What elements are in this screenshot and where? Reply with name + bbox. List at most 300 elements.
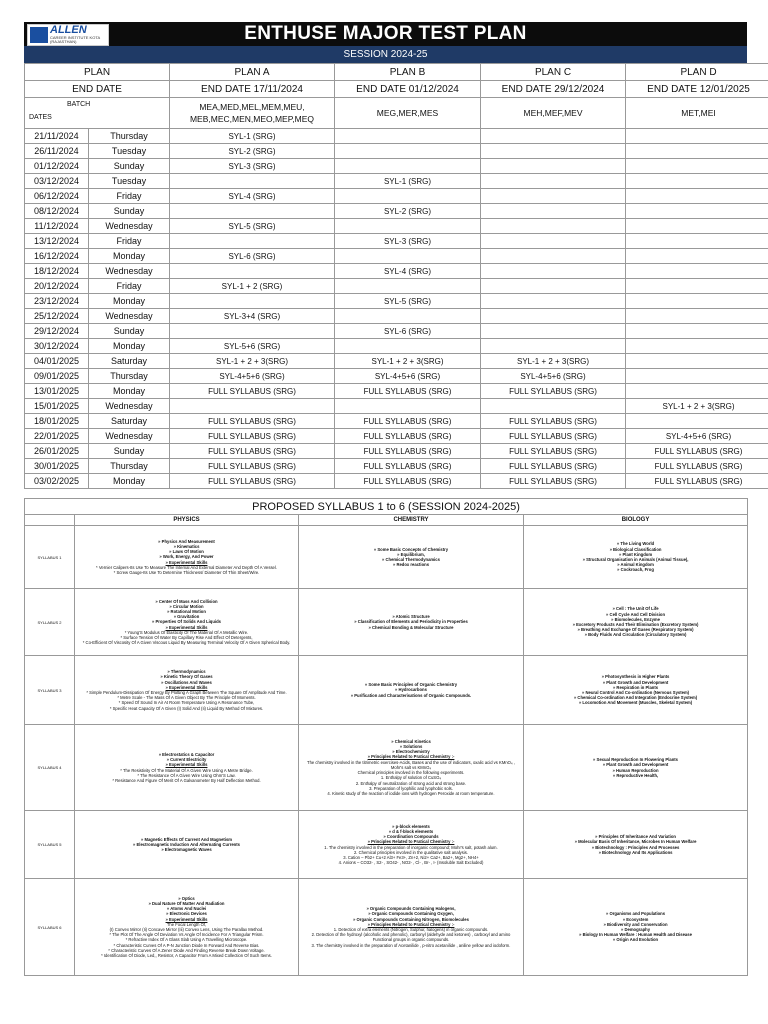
plan-d-cell — [626, 309, 768, 324]
syllabus-row-label: SYLLABUS 4 — [25, 725, 75, 811]
plan-c-cell — [481, 174, 626, 189]
biology-topic-line: » Neural Control And Co-ordination (Nervous System) — [581, 690, 690, 695]
biology-topic-line: » Breathing And Exchange Of Gases (Respiratory System) — [577, 627, 694, 633]
date-cell: 30/12/2024 — [25, 339, 89, 354]
physics-topic-line: * Young'S Modulus Of Elasticity Of The Material Of A Metallic Wire. — [124, 629, 249, 635]
plan-c-cell — [481, 294, 626, 309]
day-cell: Sunday — [89, 324, 170, 339]
plan-a-cell: SYL-3 (SRG) — [170, 159, 335, 174]
chemistry-topic-line: 2. Chemical principles involved in the qualitative salt analysis. — [353, 849, 469, 855]
batch-label: BATCH — [67, 101, 91, 108]
physics-topic-line: * Surface Tension Of Water By Capillary Rise And Effect Of Detergents, — [120, 635, 253, 640]
biology-topics-cell — [524, 879, 748, 976]
schedule-row — [25, 174, 768, 189]
physics-topic-line: * Resistance And Figure Of Merit Of A Galvanometer By Half Deflection Method. — [112, 777, 261, 783]
plan-a-cell: FULL SYLLABUS (SRG) — [170, 414, 335, 429]
schedule-row — [25, 294, 768, 309]
chemistry-topic-line: 1. The chemistry involved in the preparation of inorganic compound; Mohr's salt, potash alum. — [324, 844, 498, 850]
plan-a-cell — [170, 264, 335, 279]
day-cell: Wednesday — [89, 399, 170, 414]
chemistry-topic-line: » Principles Related to Pratical Chemistry :- — [367, 754, 455, 760]
plan-b-cell: SYL-2 (SRG) — [335, 204, 481, 219]
plan-b-batches: MEG,MER,MES — [335, 98, 481, 129]
plan-c-cell — [481, 339, 626, 354]
date-cell: 22/01/2025 — [25, 429, 89, 444]
page-title: ENTHUSE MAJOR TEST PLAN — [244, 23, 527, 44]
plan-a-cell — [170, 324, 335, 339]
chemistry-topic-line: 3. Preparation of lyophilic and lyophobic sols. — [369, 785, 453, 791]
schedule-row — [25, 309, 768, 324]
physics-topic-line: » Experimental Skills — [165, 559, 208, 565]
biology-topic-line: » Structural Organisation in Animals (Animal Tissue), — [582, 557, 689, 562]
plan-c-cell: FULL SYLLABUS (SRG) — [481, 384, 626, 399]
schedule-row — [25, 384, 768, 399]
chemistry-topics-cell — [299, 589, 524, 656]
plan-d-cell — [626, 174, 768, 189]
chemistry-topic-line: » Hydrocarbons — [395, 687, 427, 693]
chemistry-topic-line: 4. Anions – CO32- , S2- , SO42- , NO2- , Cl- , Br- , I- (Insoluble Salt Excluded) — [338, 860, 484, 866]
plan-d-cell — [626, 129, 768, 144]
plan-a-cell: SYL-3+4 (SRG) — [170, 309, 335, 324]
physics-topic-line: * Screw Gauge-Its Use To Determine Thickness/ Diameter Of Thin Sheet/Wire. — [113, 570, 260, 575]
chemistry-topic-line: The chemistry involved in the titrimetric exercises-Acids, Bases and the use of indicators, oxalic acid vs KMnO₄ , Mohr's salt vs KMnO₄ — [307, 759, 515, 770]
biology-topic-line: » Biodiversity and Conservation — [603, 921, 668, 927]
plan-c-cell: FULL SYLLABUS (SRG) — [481, 429, 626, 444]
plan-b-cell: SYL-5 (SRG) — [335, 294, 481, 309]
biology-topic-line: » Plant Growth and Development — [602, 679, 669, 685]
day-cell: Wednesday — [89, 264, 170, 279]
end-date-label: END DATE — [25, 81, 170, 98]
physics-topic-line: » Experimental Skills — [165, 916, 208, 922]
physics-topic-line: » Thermodynamics — [167, 669, 206, 675]
physics-topic-line: (I) Convex Mirror (Ii) Concave Mirror (Iii) Convex Lens, Using The Parallax Method. — [109, 927, 264, 932]
plan-a-cell — [170, 204, 335, 219]
biology-topic-line: » Cell Cycle And Cell Division — [606, 611, 665, 617]
biology-topics-cell — [524, 589, 748, 656]
physics-topic-line: » Work, Energy, And Power — [159, 554, 214, 560]
date-cell: 29/12/2024 — [25, 324, 89, 339]
date-cell: 04/01/2025 — [25, 354, 89, 369]
plan-c-cell: SYL-1 + 2 + 3(SRG) — [481, 354, 626, 369]
plan-b-cell: SYL-4+5+6 (SRG) — [335, 369, 481, 384]
plan-b-cell — [335, 399, 481, 414]
biology-topic-line: » Principles Of Inheritance And Variation — [595, 834, 676, 840]
physics-topic-line: » Atoms And Nuclei — [166, 906, 207, 912]
schedule-row — [25, 474, 768, 489]
biology-topic-line: » Human Reproduction — [612, 767, 659, 773]
plan-d-cell: SYL-1 + 2 + 3(SRG) — [626, 399, 768, 414]
plan-c-cell: FULL SYLLABUS (SRG) — [481, 474, 626, 489]
plan-c-cell: FULL SYLLABUS (SRG) — [481, 444, 626, 459]
syllabus-table — [24, 498, 748, 976]
plan-c-cell — [481, 309, 626, 324]
biology-topics-cell — [524, 526, 748, 589]
plan-b-cell: SYL-1 (SRG) — [335, 174, 481, 189]
biology-topic-line: » Ecosystem — [622, 916, 649, 922]
physics-topics-cell — [75, 725, 299, 811]
plan-a-cell: SYL-1 + 2 (SRG) — [170, 279, 335, 294]
plan-b-cell — [335, 339, 481, 354]
plan-b-cell: SYL-1 + 2 + 3(SRG) — [335, 354, 481, 369]
biology-topic-line: » Biological Classification — [609, 546, 662, 552]
chemistry-topic-line: » Organic Compounds Containing Nitrogen, Biomolecules — [353, 916, 469, 922]
plan-c-cell — [481, 279, 626, 294]
chemistry-topics-cell — [299, 656, 524, 725]
schedule-row — [25, 369, 768, 384]
plan-a-cell: SYL-5 (SRG) — [170, 219, 335, 234]
biology-topic-line: » Photosynthesis in Higher Plants — [601, 674, 670, 680]
plan-a-cell: SYL-5+6 (SRG) — [170, 339, 335, 354]
day-cell: Wednesday — [89, 219, 170, 234]
day-cell: Friday — [89, 189, 170, 204]
plan-c-batches: MEH,MEF,MEV — [481, 98, 626, 129]
biology-topic-line: » Chemical Co-ordination And Integration (Endocrine System) — [573, 695, 698, 701]
date-cell: 30/01/2025 — [25, 459, 89, 474]
physics-topic-line: » Electromagnetic Waves — [161, 847, 212, 853]
plan-a-cell: FULL SYLLABUS (SRG) — [170, 459, 335, 474]
plan-c-cell: FULL SYLLABUS (SRG) — [481, 414, 626, 429]
plan-c-cell: FULL SYLLABUS (SRG) — [481, 459, 626, 474]
plan-b-cell — [335, 219, 481, 234]
plan-b-cell — [335, 279, 481, 294]
chemistry-topic-line: » Redox reactions — [392, 562, 430, 568]
date-cell: 11/12/2024 — [25, 219, 89, 234]
date-cell: 15/01/2025 — [25, 399, 89, 414]
date-cell: 06/12/2024 — [25, 189, 89, 204]
physics-topic-line: » Properties Of Solids And Liquids — [152, 619, 221, 625]
physics-header: PHYSICS — [75, 515, 299, 526]
plan-a-cell — [170, 294, 335, 309]
physics-topic-line: » Oscillations And Waves — [161, 679, 212, 685]
plan-d-batches: MET,MEI — [626, 98, 768, 129]
plan-c-cell — [481, 219, 626, 234]
plan-b-cell: FULL SYLLABUS (SRG) — [335, 384, 481, 399]
plan-b-cell: SYL-3 (SRG) — [335, 234, 481, 249]
batch-row — [25, 98, 768, 129]
physics-topic-line: * Speed Of Sound In Air At Room Temperature Using A Resonance Tube, — [118, 700, 255, 706]
chemistry-topic-line: 3. The chemistry involved in the preparation of Acetanilide , p-nitro acetanilide , aniline yellow and iodoform. — [311, 942, 511, 948]
date-cell: 26/11/2024 — [25, 144, 89, 159]
chemistry-topic-line: 1. Enthalpy of solution of CuSO₄ — [380, 775, 442, 781]
chemistry-topics-cell — [299, 879, 524, 976]
biology-topics-cell — [524, 811, 748, 879]
date-cell: 08/12/2024 — [25, 204, 89, 219]
syllabus-row — [25, 811, 748, 879]
physics-topic-line: » Electromagnetic Induction And Alternating Currents — [133, 841, 240, 847]
schedule-row — [25, 324, 768, 339]
plan-a-end-date: END DATE 17/11/2024 — [170, 81, 335, 98]
schedule-row — [25, 204, 768, 219]
biology-topic-line: » Excretory Products And Their Elimination (Excretory System) — [572, 622, 699, 627]
date-cell: 23/12/2024 — [25, 294, 89, 309]
chemistry-topic-line: » Electrochemistry — [392, 749, 430, 755]
syllabus-row — [25, 589, 748, 656]
schedule-row — [25, 279, 768, 294]
date-cell: 13/01/2025 — [25, 384, 89, 399]
syllabus-row-label: SYLLABUS 1 — [25, 526, 75, 589]
plan-b-cell: FULL SYLLABUS (SRG) — [335, 459, 481, 474]
plan-d-cell: FULL SYLLABUS (SRG) — [626, 474, 768, 489]
date-cell: 16/12/2024 — [25, 249, 89, 264]
plan-c-cell — [481, 204, 626, 219]
physics-topics-cell — [75, 811, 299, 879]
plan-b-end-date: END DATE 01/12/2024 — [335, 81, 481, 98]
session-bar: SESSION 2024-25 — [24, 46, 747, 63]
plan-d-cell — [626, 414, 768, 429]
plan-b-cell — [335, 159, 481, 174]
plan-b-cell — [335, 129, 481, 144]
syllabus-header-row — [25, 515, 748, 526]
date-cell: 18/01/2025 — [25, 414, 89, 429]
physics-topic-line: * Metre Scale - The Mass Of A Given Object By The Principle Of Moments. — [117, 695, 256, 701]
plan-d-cell — [626, 339, 768, 354]
day-cell: Tuesday — [89, 174, 170, 189]
syllabus-row-label: SYLLABUS 3 — [25, 656, 75, 725]
chemistry-topics-cell — [299, 811, 524, 879]
physics-topic-line: * Characteristic Curves Of A Zener Diode And Finding Reverse Break Down Voltage. — [108, 947, 265, 953]
biology-topic-line: » Body Fluids And Circulation (Circulatory System) — [584, 632, 687, 638]
logo-brand: ALLEN — [50, 24, 87, 36]
physics-topic-line: * Co-Efficient Of Viscosity Of A Given Viscous Liquid By Measuring Terminal Velocity Of A Given Spherical Body. — [82, 640, 291, 646]
plan-d-cell — [626, 204, 768, 219]
plan-b-cell: SYL-4 (SRG) — [335, 264, 481, 279]
biology-header: BIOLOGY — [524, 515, 748, 526]
biology-topic-line: » Demography — [620, 927, 651, 932]
physics-topic-line: » Kinematics — [173, 543, 200, 549]
day-cell: Monday — [89, 294, 170, 309]
plan-b-cell: FULL SYLLABUS (SRG) — [335, 474, 481, 489]
plan-d-header: PLAN D — [626, 64, 768, 81]
plan-a-cell: FULL SYLLABUS (SRG) — [170, 429, 335, 444]
chemistry-topic-line: » Principles Related to Pratical Chemistry :- — [367, 839, 455, 845]
physics-topics-cell — [75, 879, 299, 976]
physics-topic-line: » Optics — [178, 895, 195, 901]
day-cell: Thursday — [89, 459, 170, 474]
day-cell: Wednesday — [89, 429, 170, 444]
chemistry-header: CHEMISTRY — [299, 515, 524, 526]
physics-topic-line: * Specific Heat Capacity Of A Given (I) Solid And (Ii) Liquid By Method Of Mixtures. — [109, 705, 264, 711]
biology-topics-cell — [524, 725, 748, 811]
plan-a-cell: SYL-1 (SRG) — [170, 129, 335, 144]
day-cell: Sunday — [89, 159, 170, 174]
date-cell: 21/11/2024 — [25, 129, 89, 144]
plan-d-cell: FULL SYLLABUS (SRG) — [626, 444, 768, 459]
plan-d-cell — [626, 294, 768, 309]
plan-a-cell: FULL SYLLABUS (SRG) — [170, 444, 335, 459]
day-cell: Monday — [89, 339, 170, 354]
biology-topics-cell — [524, 656, 748, 725]
physics-topic-line: » Circular Motion — [169, 603, 204, 609]
chemistry-topic-line: » Some Basic Concepts of Chemistry — [373, 546, 449, 552]
schedule-row — [25, 144, 768, 159]
plan-a-cell: SYL-6 (SRG) — [170, 249, 335, 264]
physics-topic-line: * The Resistivity Of The Material Of A Given Wire Using A Metre Bridge. — [120, 767, 253, 773]
biology-topic-line: » Sexual Reproduction In Flowering Plants — [593, 757, 678, 763]
date-cell: 01/12/2024 — [25, 159, 89, 174]
chemistry-topic-line: 1. Detection of extra elements (Nitrogen, Sulphur, halogens) in organic compounds. — [333, 927, 489, 932]
physics-topic-line: » Current Electricity — [166, 757, 207, 763]
day-cell: Tuesday — [89, 144, 170, 159]
biology-topic-line: » Biotechnology : Principles And Processes — [591, 844, 680, 850]
chemistry-topic-line: 2. Enthalpy of neutralization of strong acid and strong base. — [355, 780, 467, 786]
syllabus-row — [25, 656, 748, 725]
biology-topic-line: » Organisms and Populations — [605, 911, 666, 917]
chemistry-topic-line: 4. Kinetic study of the reaction of iodide ions with hydrogen Peroxide at room temperature. — [327, 790, 495, 796]
day-cell: Monday — [89, 249, 170, 264]
schedule-row — [25, 249, 768, 264]
plan-d-cell — [626, 189, 768, 204]
biology-topic-line: » Molecular Basis Of Inheritance, Microbes In Human Welfare — [574, 839, 697, 845]
physics-topic-line: » Laws Of Motion — [169, 549, 204, 555]
physics-topic-line: * Vernier Calipers-Its Use To Measure The Internal And External Diameter And Depth Of A Vessel. — [96, 564, 277, 570]
syllabus-row — [25, 725, 748, 811]
day-cell: Saturday — [89, 414, 170, 429]
date-cell: 20/12/2024 — [25, 279, 89, 294]
plan-a-cell: FULL SYLLABUS (SRG) — [170, 474, 335, 489]
header-bar — [24, 22, 747, 46]
schedule-row — [25, 129, 768, 144]
plan-c-cell — [481, 129, 626, 144]
syllabus-row-label: SYLLABUS 6 — [25, 879, 75, 976]
physics-topics-cell — [75, 656, 299, 725]
end-date-row — [25, 81, 768, 98]
plan-c-cell — [481, 249, 626, 264]
physics-topic-line: * Characteristic Curves Of A P-N Junction Diode In Forward And Reverse Bias. — [113, 942, 260, 948]
physics-topic-line: * The Resistance Of A Given Wire Using Ohm'S Law. — [137, 772, 236, 778]
physics-topic-line: * Identification Of Diode, Led,, Resistor, A Capacitor From A Mixed Collection Of Such Items. — [101, 953, 272, 959]
plan-a-cell: SYL-2 (SRG) — [170, 144, 335, 159]
plan-b-cell: FULL SYLLABUS (SRG) — [335, 444, 481, 459]
chemistry-topic-line: » Chemical Bonding & Molecular Structure — [368, 624, 454, 630]
schedule-row — [25, 264, 768, 279]
plan-d-cell — [626, 354, 768, 369]
plan-d-cell — [626, 264, 768, 279]
biology-topic-line: » Animal Kingdom — [617, 562, 654, 568]
chemistry-topic-line: » Chemical Kinetics — [391, 738, 431, 744]
biology-topic-line: » Plant Growth and Development — [602, 762, 669, 768]
day-cell: Monday — [89, 384, 170, 399]
chemistry-topic-line: » Coordination Compounds — [383, 834, 439, 840]
chemistry-topic-line: » Principles Related to Pratical Chemistry :- — [367, 921, 455, 927]
day-cell: Wednesday — [89, 309, 170, 324]
chemistry-topic-line: Chemical principles involved in the following experiments. — [357, 770, 465, 776]
plan-c-cell — [481, 324, 626, 339]
chemistry-topic-line: » Classification of Elements and Periodicity in Properties — [354, 619, 468, 625]
plan-header-row — [25, 64, 768, 81]
chemistry-topic-line: » Atomic Structure — [392, 614, 430, 620]
physics-topic-line: » Experimental Skills — [165, 684, 208, 690]
date-cell: 03/02/2025 — [25, 474, 89, 489]
plan-a-cell: FULL SYLLABUS (SRG) — [170, 384, 335, 399]
schedule-row — [25, 429, 768, 444]
plan-d-cell — [626, 159, 768, 174]
biology-topic-line: » The Living World — [616, 541, 655, 547]
biology-topic-line: » Plant Kingdom — [619, 551, 653, 557]
chemistry-topic-line: » Some Basic Principles of Organic Chemistry — [364, 682, 458, 688]
plan-d-cell — [626, 384, 768, 399]
chemistry-topic-line: 3. Cation – Pb2+ Cu+2 Al3+ Fe3+, Zn+2, Ni2+ Ca2+, Ba2+, Mg2+, NH4+ — [343, 854, 479, 860]
plan-a-cell: SYL-1 + 2 + 3(SRG) — [170, 354, 335, 369]
plan-b-cell: SYL-6 (SRG) — [335, 324, 481, 339]
schedule-row — [25, 339, 768, 354]
plan-b-cell — [335, 309, 481, 324]
plan-c-cell — [481, 399, 626, 414]
plan-a-batches: MEA,MED,MEL,MEM,MEU, MEB,MEC,MEN,MEO,MEP,MEQ — [170, 98, 335, 129]
physics-topics-cell — [75, 526, 299, 589]
plan-a-cell — [170, 234, 335, 249]
physics-topic-line: » Electronic Devices — [166, 911, 207, 917]
biology-topic-line: » Cockroach, Frog — [617, 567, 654, 573]
syllabus-row — [25, 879, 748, 976]
schedule-row — [25, 354, 768, 369]
batch-dates-cell — [25, 98, 170, 129]
biology-topic-line: » Origin And Evolution — [612, 937, 659, 943]
chemistry-topic-line: » Purification and Characterisations of Organic Compounds. — [350, 692, 472, 698]
plan-d-cell — [626, 279, 768, 294]
plan-d-cell: FULL SYLLABUS (SRG) — [626, 459, 768, 474]
plan-c-cell — [481, 264, 626, 279]
plan-c-header: PLAN C — [481, 64, 626, 81]
day-cell: Friday — [89, 279, 170, 294]
chemistry-topic-line: » Organic Compounds Containing Oxygen, — [368, 911, 454, 917]
physics-topics-cell — [75, 589, 299, 656]
day-cell: Sunday — [89, 444, 170, 459]
schedule-row — [25, 159, 768, 174]
chemistry-topics-cell — [299, 725, 524, 811]
plan-a-cell — [170, 174, 335, 189]
chemistry-topics-cell — [299, 526, 524, 589]
syllabus-corner — [25, 515, 75, 526]
plan-b-cell — [335, 189, 481, 204]
physics-topic-line: * Refractive Index Of A Glass Slab Using A Travelling Microscope. — [125, 937, 248, 943]
plan-d-cell — [626, 369, 768, 384]
physics-topic-line: » Rotational Motion — [167, 608, 206, 614]
plan-a-cell — [170, 399, 335, 414]
schedule-row — [25, 414, 768, 429]
day-cell: Monday — [89, 474, 170, 489]
date-cell: 09/01/2025 — [25, 369, 89, 384]
schedule-row — [25, 189, 768, 204]
schedule-row — [25, 399, 768, 414]
dates-label: DATES — [29, 114, 52, 121]
plan-a-cell: SYL-4 (SRG) — [170, 189, 335, 204]
physics-topic-line: » Experimental Skills — [165, 762, 208, 768]
biology-topic-line: » Locomotion And Movement (Muscles, Skeletal System) — [578, 700, 693, 706]
schedule-row — [25, 444, 768, 459]
biology-topic-line: » Cell : The Unit Of Life — [612, 606, 659, 612]
syllabus-title: PROPOSED SYLLABUS 1 to 6 (SESSION 2024-2025) — [25, 499, 748, 515]
plan-b-cell: FULL SYLLABUS (SRG) — [335, 429, 481, 444]
chemistry-topic-line: » p-block elements — [392, 823, 430, 829]
logo-subtitle: CAREER INSTITUTE KOTA (RAJASTHAN) — [50, 35, 100, 44]
chemistry-topic-line: » Chemical Thermodynamics — [382, 557, 440, 562]
plan-b-cell — [335, 144, 481, 159]
biology-topic-line: » Respiration in Plants — [612, 684, 659, 690]
date-cell: 13/12/2024 — [25, 234, 89, 249]
plan-a-cell: SYL-4+5+6 (SRG) — [170, 369, 335, 384]
chemistry-topic-line: » Equilibrium, — [397, 551, 425, 557]
chemistry-topic-line: 2. Detection of the hydroxyl (alcoholic and phenolic), carbonyl (aldehyde and ketones) , carboxyl and amino Functional groups in organic compounds. — [311, 932, 511, 943]
date-cell: 03/12/2024 — [25, 174, 89, 189]
syllabus-row — [25, 526, 748, 589]
plan-c-cell — [481, 159, 626, 174]
schedule-row — [25, 234, 768, 249]
date-cell: 25/12/2024 — [25, 309, 89, 324]
plan-c-cell: SYL-4+5+6 (SRG) — [481, 369, 626, 384]
plan-a-header: PLAN A — [170, 64, 335, 81]
plan-d-cell — [626, 144, 768, 159]
plan-d-cell — [626, 249, 768, 264]
